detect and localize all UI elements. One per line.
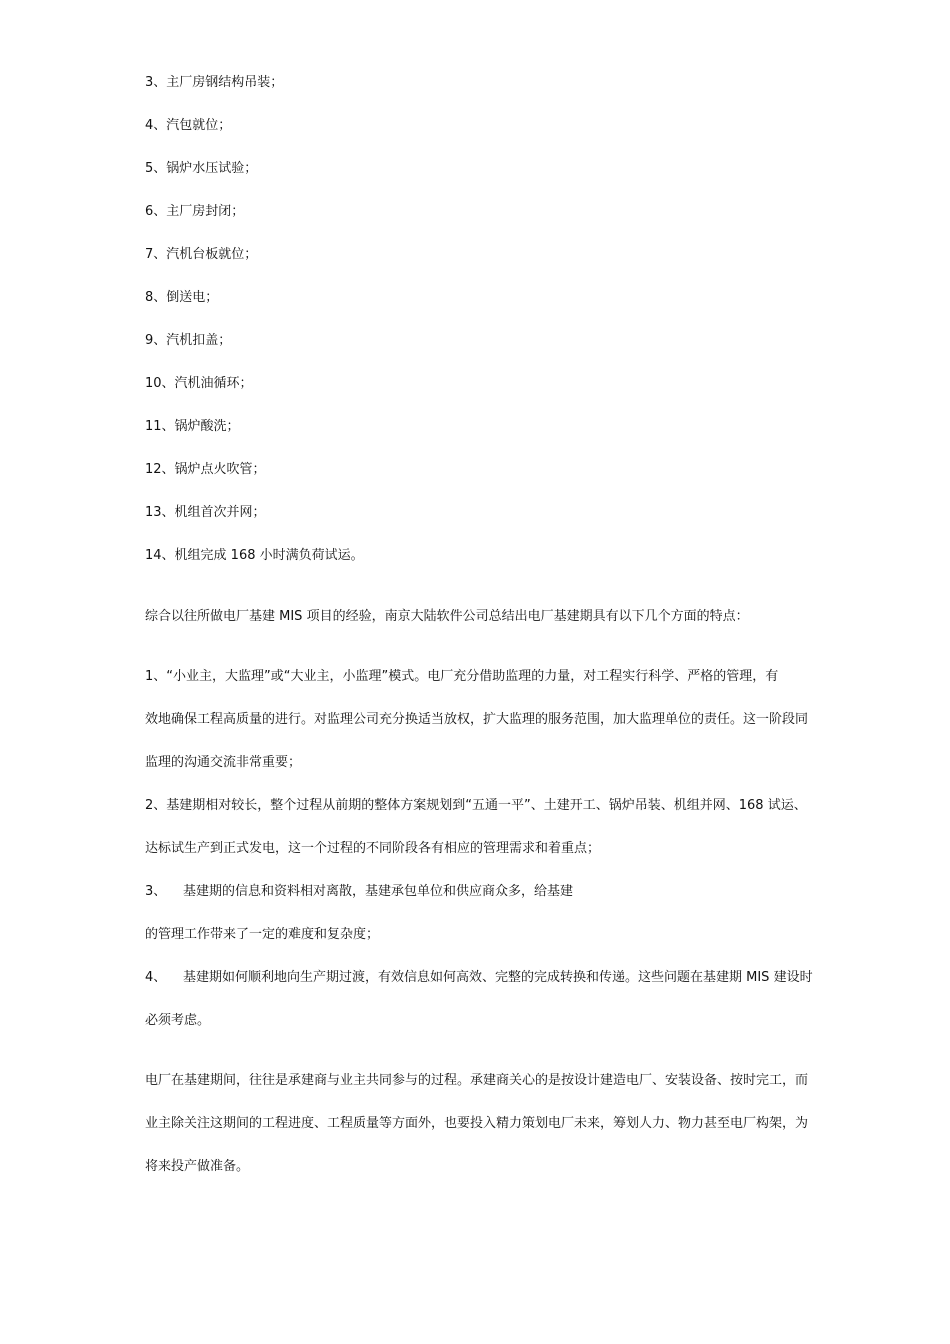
list-number: 3、 [145, 884, 167, 899]
list-text: 锅炉点火吹管； [174, 462, 266, 477]
list-number: 14、 [145, 548, 175, 563]
list-text: 汽机扣盖； [166, 333, 232, 348]
list-number: 3、 [145, 75, 167, 90]
list-item [145, 117, 231, 135]
feature-item [145, 797, 807, 815]
feature-text: 基建期的信息和资料相对离散，基建承包单位和供应商众多，给基建 [183, 884, 574, 899]
list-item [145, 203, 244, 221]
feature-text: “小业主，大监理”或“大业主，小监理”模式。电厂充分借助监理的力量，对工程实行科学、严格的管理，有 [166, 669, 779, 684]
list-text: 机组首次并网； [174, 505, 266, 520]
list-text: 锅炉水压试验； [166, 161, 258, 176]
list-number: 9、 [145, 333, 167, 348]
list-number: 5、 [145, 161, 167, 176]
list-text: 倒送电； [166, 290, 219, 305]
list-number: 12、 [145, 462, 175, 477]
feature-continuation: 的管理工作带来了一定的难度和复杂度； [145, 927, 380, 942]
list-number: 7、 [145, 247, 167, 262]
list-number: 6、 [145, 204, 167, 219]
feature-text: 基建期相对较长，整个过程从前期的整体方案规划到“五通一平”、土建开工、锅炉吊装、机组并网、168 试运、 [166, 798, 807, 813]
list-number: 8、 [145, 290, 167, 305]
list-text: 汽机油循环； [174, 376, 253, 391]
list-text: 主厂房钢结构吊装； [166, 75, 284, 90]
list-item [145, 375, 253, 393]
feature-continuation: 监理的沟通交流非常重要； [145, 755, 302, 770]
list-item [145, 74, 283, 92]
list-item [145, 289, 218, 307]
feature-text: 基建期如何顺利地向生产期过渡，有效信息如何高效、完整的完成转换和传递。这些问题在基建期 MIS 建设时 [183, 970, 813, 985]
feature-item [145, 969, 813, 987]
closing-paragraph-line: 业主除关注这期间的工程进度、工程质量等方面外，也要投入精力策划电厂未来，筹划人力、物力甚至电厂构架，为 [145, 1116, 809, 1131]
feature-continuation: 效地确保工程高质量的进行。对监理公司充分换适当放权，扩大监理的服务范围，加大监理单位的责任。这一阶段同 [145, 712, 809, 727]
list-text: 主厂房封闭； [166, 204, 245, 219]
list-number: 1、 [145, 669, 167, 684]
closing-paragraph-line: 将来投产做准备。 [145, 1159, 250, 1174]
list-number: 4、 [145, 970, 167, 985]
list-text: 锅炉酸洗； [174, 419, 240, 434]
list-item [145, 504, 266, 522]
list-item [145, 160, 257, 178]
feature-item [145, 668, 778, 686]
feature-continuation: 达标试生产到正式发电，这一个过程的不同阶段各有相应的管理需求和着重点； [145, 841, 601, 856]
list-item [145, 461, 266, 479]
list-text: 机组完成 168 小时满负荷试运。 [174, 548, 364, 563]
list-text: 汽包就位； [166, 118, 232, 133]
list-item [145, 547, 364, 565]
list-item [145, 332, 231, 350]
feature-item [145, 883, 573, 901]
feature-continuation: 必须考虑。 [145, 1013, 211, 1028]
list-number: 13、 [145, 505, 175, 520]
list-number: 4、 [145, 118, 167, 133]
closing-paragraph-line: 电厂在基建期间，往往是承建商与业主共同参与的过程。承建商关心的是按设计建造电厂、安装设备、按时完工，而 [145, 1073, 809, 1088]
list-number: 11、 [145, 419, 175, 434]
list-number: 10、 [145, 376, 175, 391]
list-item [145, 246, 257, 264]
list-number: 2、 [145, 798, 167, 813]
summary-intro: 综合以往所做电厂基建 MIS 项目的经验，南京大陆软件公司总结出电厂基建期具有以下几个方面的特点： [145, 609, 749, 624]
list-text: 汽机台板就位； [166, 247, 258, 262]
list-item [145, 418, 240, 436]
